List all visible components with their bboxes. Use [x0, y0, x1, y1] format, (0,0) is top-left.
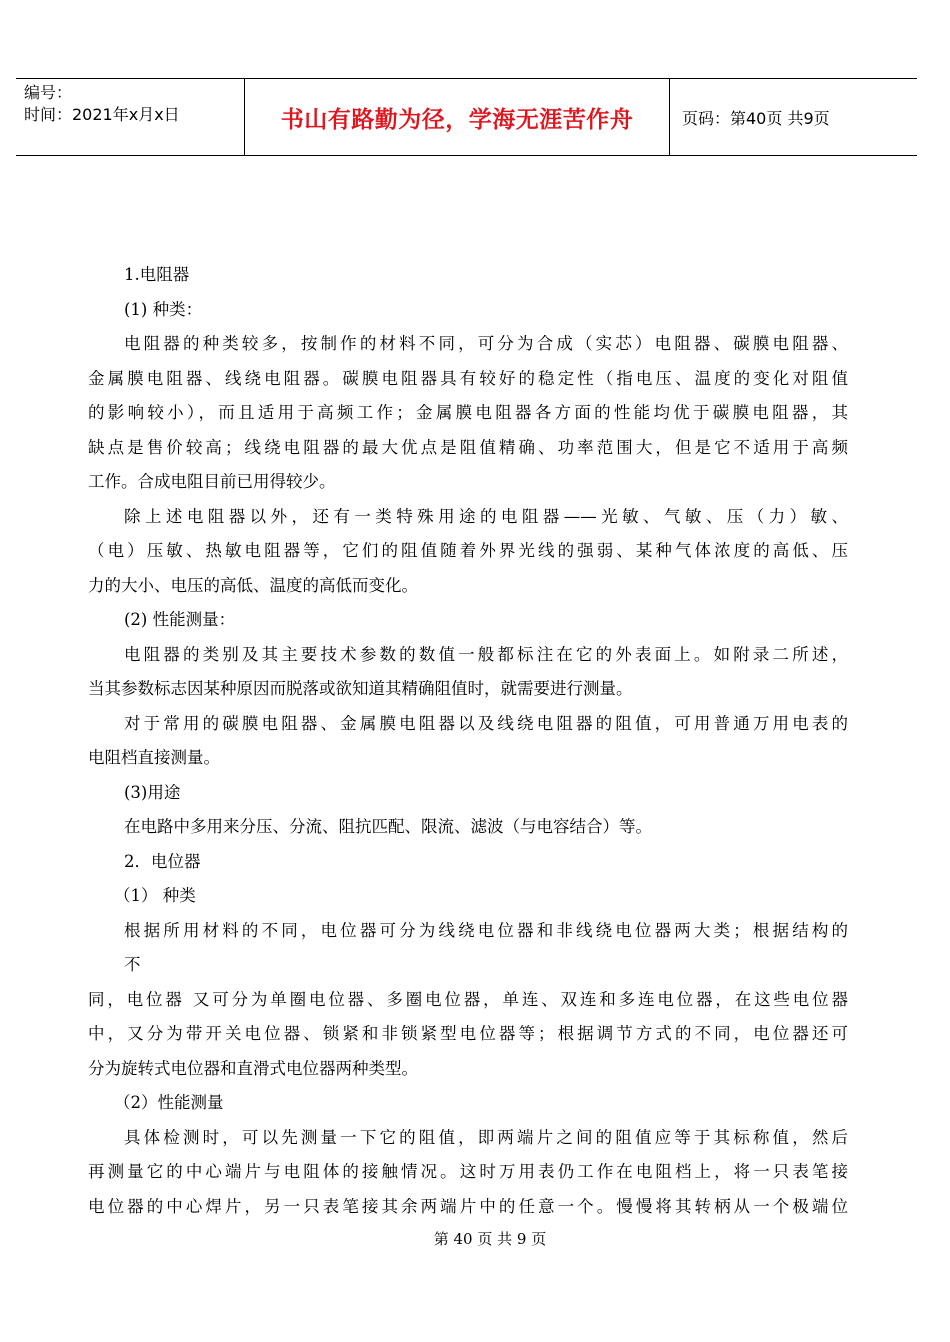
paragraph-line: 力的大小、电压的高低、温度的高低而变化。: [88, 575, 418, 595]
paragraph-line: （电）压敏、热敏电阻器等，它们的阻值随着外界光线的强弱、某种气体浓度的高低、压: [88, 541, 848, 560]
time-label: 时间：2021年x月x日: [24, 105, 180, 124]
section-heading-resistor: 1.电阻器: [124, 265, 190, 284]
subheading-usage: (3)用途: [124, 782, 181, 802]
paragraph-line: 具体检测时，可以先测量一下它的阻值，即两端片之间的阻值应等于其标称值，然后: [124, 1127, 848, 1147]
header-page-info: 页码：第40页 共9页: [682, 108, 830, 128]
section-heading-potentiometer: 2．电位器: [124, 851, 201, 871]
paragraph-line: 中，又分为带开关电位器、锁紧和非锁紧型电位器等；根据调节方式的不同，电位器还可: [88, 1024, 848, 1043]
paragraph-line: 金属膜电阻器、线绕电阻器。碳膜电阻器具有较好的稳定性（指电压、温度的变化对阻值: [88, 368, 848, 388]
paragraph-line: 电阻器的种类较多，按制作的材料不同，可分为合成（实芯）电阻器、碳膜电阻器、: [124, 334, 848, 353]
paragraph-line: 缺点是售价较高；线绕电阻器的最大优点是阻值精确、功率范围大，但是它不适用于高频: [88, 437, 848, 457]
paragraph-line: 对于常用的碳膜电阻器、金属膜电阻器以及线绕电阻器的阻值，可用普通万用电表的: [124, 713, 848, 733]
subheading-measurement: (2) 性能测量：: [124, 610, 236, 629]
page-footer: 第 40 页 共 9 页: [433, 1230, 547, 1248]
subheading-types: （1） 种类: [114, 886, 196, 905]
serial-label: 编号：: [24, 83, 73, 102]
paragraph-line: 当其参数标志因某种原因而脱落或欲知道其精确阻值时，就需要进行测量。: [88, 679, 633, 698]
paragraph-line: 工作。合成电阻目前已用得较少。: [88, 472, 336, 491]
paragraph-line: 电位器的中心焊片，另一只表笔接其余两端片中的任意一个。慢慢将其转柄从一个极端位: [88, 1196, 848, 1216]
paragraph-line: 除上述电阻器以外，还有一类特殊用途的电阻器——光敏、气敏、压（力）敏、: [124, 506, 848, 526]
document-body: [88, 258, 848, 1224]
header-meta: [16, 79, 245, 155]
paragraph-line: 在电路中多用来分压、分流、阻抗匹配、限流、滤波（与电容结合）等。: [124, 817, 652, 836]
paragraph-line: 不: [124, 955, 141, 974]
paragraph-line: 分为旋转式电位器和直滑式电位器两种类型。: [88, 1058, 418, 1078]
paragraph-line: 根据所用材料的不同，电位器可分为线绕电位器和非线绕电位器两大类；根据结构的: [124, 920, 848, 940]
paragraph-line: 再测量它的中心端片与电阻体的接触情况。这时万用表仍工作在电阻档上，将一只表笔接: [88, 1162, 848, 1181]
header-motto: 书山有路勤为径，学海无涯苦作舟: [245, 79, 670, 155]
paragraph-line: 电阻器的类别及其主要技术参数的数值一般都标注在它的外表面上。如附录二所述，: [124, 644, 848, 664]
paragraph-line: 电阻档直接测量。: [88, 748, 220, 767]
paragraph-line: 的影响较小），而且适用于高频工作；金属膜电阻器各方面的性能均优于碳膜电阻器，其: [88, 403, 848, 422]
paragraph-line: 同，电位器 又可分为单圈电位器、多圈电位器，单连、双连和多连电位器，在这些电位器: [88, 989, 848, 1009]
subheading-measurement: （2）性能测量: [114, 1093, 224, 1112]
page-header: [16, 78, 917, 156]
subheading-types: (1) 种类：: [124, 299, 203, 319]
